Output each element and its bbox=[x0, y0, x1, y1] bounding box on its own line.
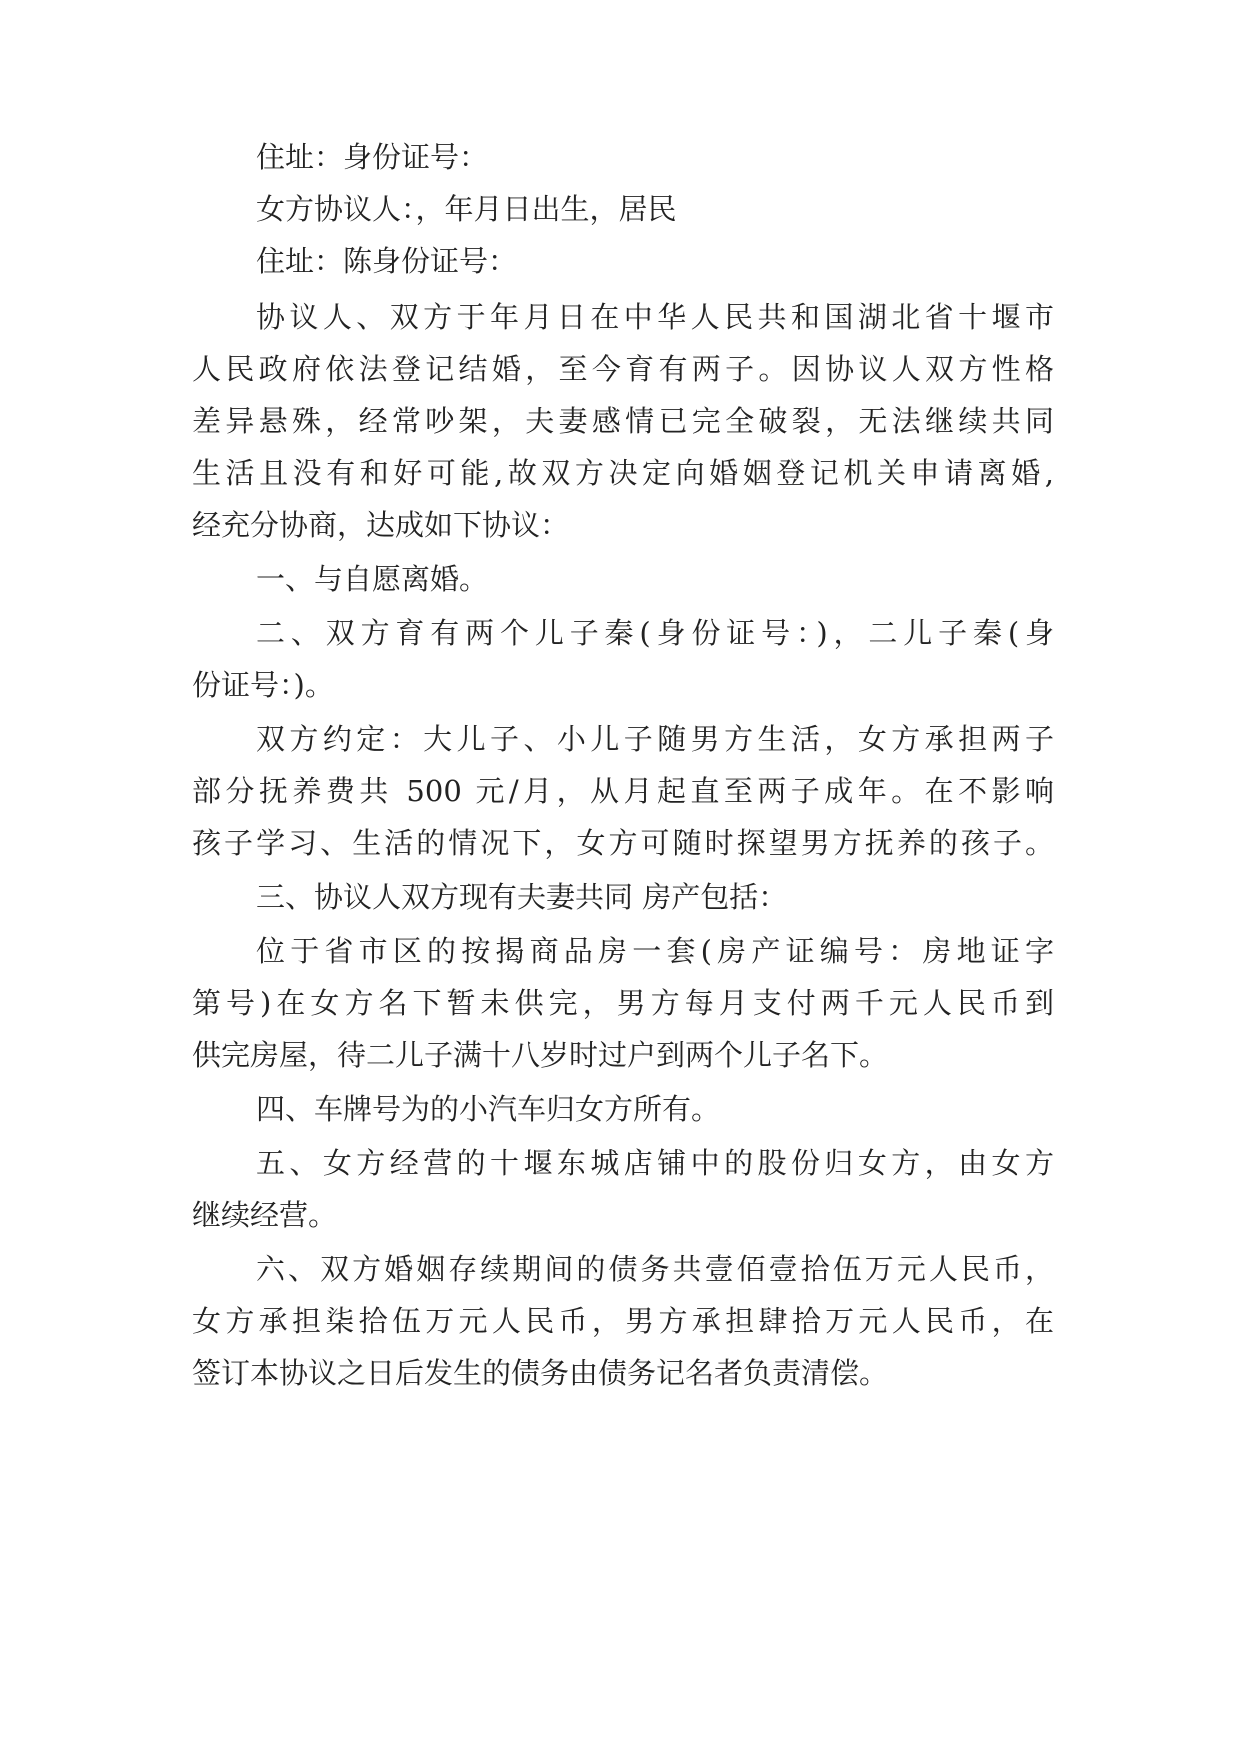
clause-5-line: 五、女方经营的十堰东城店铺中的股份归女方，由女方 bbox=[256, 1146, 1054, 1180]
clause-5-line: 继续经营。 bbox=[192, 1198, 338, 1232]
property-line: 供完房屋，待二儿子满十八岁时过户到两个儿子名下。 bbox=[192, 1038, 889, 1072]
address-id-line-1: 住址：身份证号： bbox=[256, 140, 489, 174]
female-party-line: 女方协议人：，年月日出生，居民 bbox=[256, 192, 677, 226]
address-id-line-2: 住址：陈身份证号： bbox=[256, 244, 518, 278]
paragraph-line: 差异悬殊，经常吵架，夫妻感情已完全破裂，无法继续共同 bbox=[192, 404, 1054, 438]
custody-line: 孩子学习、生活的情况下，女方可随时探望男方抚养的孩子。 bbox=[192, 826, 1054, 860]
clause-6-line: 签订本协议之日后发生的债务由债务记名者负责清偿。 bbox=[192, 1356, 889, 1390]
clause-6-line: 六、双方婚姻存续期间的债务共壹佰壹拾伍万元人民币， bbox=[256, 1252, 1054, 1286]
paragraph-line: 协议人、双方于年月日在中华人民共和国湖北省十堰市 bbox=[256, 300, 1054, 334]
clause-2-line: 二、双方育有两个儿子秦(身份证号：)，二儿子秦(身 bbox=[256, 616, 1054, 650]
paragraph-line: 经充分协商，达成如下协议： bbox=[192, 508, 570, 542]
paragraph-line: 生活且没有和好可能,故双方决定向婚姻登记机关申请离婚, bbox=[192, 456, 1054, 490]
clause-1: 一、与自愿离婚。 bbox=[256, 562, 489, 596]
custody-line: 双方约定：大儿子、小儿子随男方生活，女方承担两子 bbox=[256, 722, 1054, 756]
clause-2-line: 份证号：)。 bbox=[192, 668, 334, 702]
clause-3: 三、协议人双方现有夫妻共同 房产包括： bbox=[256, 880, 788, 914]
custody-line: 部分抚养费共 500 元/月，从月起直至两子成年。在不影响 bbox=[192, 774, 1054, 808]
property-line: 第号)在女方名下暂未供完，男方每月支付两千元人民币到 bbox=[192, 986, 1054, 1020]
property-line: 位于省市区的按揭商品房一套(房产证编号：房地证字 bbox=[256, 934, 1054, 968]
paragraph-line: 人民政府依法登记结婚，至今育有两子。因协议人双方性格 bbox=[192, 352, 1054, 386]
clause-6-line: 女方承担柒拾伍万元人民币，男方承担肆拾万元人民币，在 bbox=[192, 1304, 1054, 1338]
clause-4: 四、车牌号为的小汽车归女方所有。 bbox=[256, 1092, 721, 1126]
